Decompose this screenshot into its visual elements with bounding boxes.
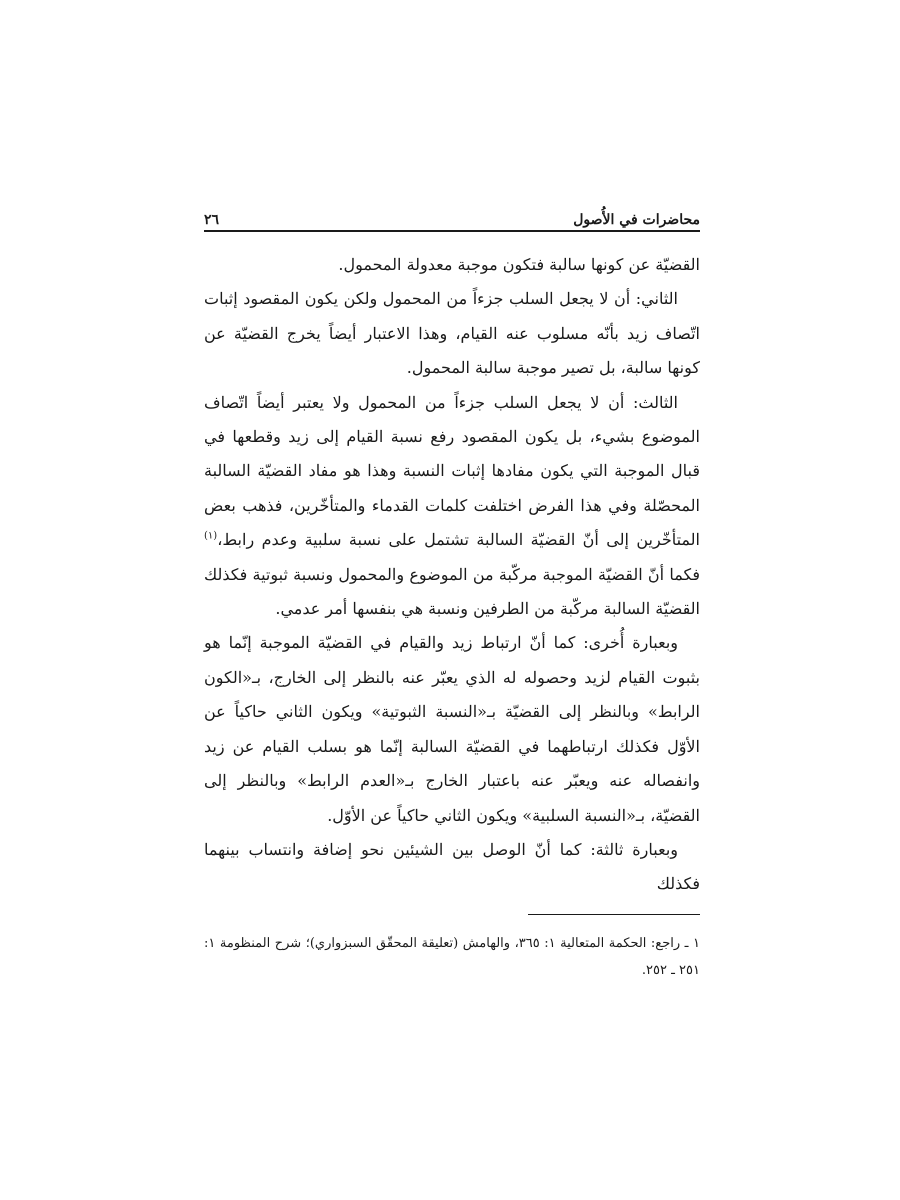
paragraph-1: القضيّة عن كونها سالبة فتكون موجبة معدولة المحمول.	[338, 255, 700, 274]
body-text	[204, 248, 700, 902]
footnote-1: ١ ـ راجع: الحكمة المتعالية ١: ٣٦٥، والهامش (تعليقة المحقّق السبزواري)؛ شرح المنظومة ١: ٢٥١ ـ ٢٥٢.	[204, 936, 700, 978]
header-rule	[204, 230, 700, 232]
paragraph-3	[204, 386, 700, 627]
paragraph-5: وبعبارة ثالثة: كما أنّ الوصل بين الشيئين نحو إضافة وانتساب بينهما فكذلك	[204, 839, 700, 894]
footnote-rule	[528, 914, 700, 915]
paragraph-3-part-2: فكما أنّ القضيّة الموجبة مركّبة من الموضوع والمحمول ونسبة ثبوتية فكذلك القضيّة السالبة مركّبة من الطرفين ونسبة هي بنفسها أمر عدمي.	[204, 564, 700, 619]
footnotes	[204, 930, 700, 984]
paragraph-2: الثاني: أن لا يجعل السلب جزءاً من المحمول ولكن يكون المقصود إثبات اتّصاف زيد بأنّه مسلوب عنه القيام، وهذا الاعتبار أيضاً يخرج القضيّة عن كونها سالبة، بل تصير موجبة سالبة المحمول.	[204, 289, 700, 378]
footnote-reference[interactable]: (١)	[204, 530, 218, 542]
page-number: ٢٦	[204, 212, 220, 228]
paragraph-4: وبعبارة أُخرى: كما أنّ ارتباط زيد والقيام في القضيّة الموجبة إنّما هو بثبوت القيام لزيد وحصوله له الذي يعبّر عنه بالنظر إلى الخارج، بـ«الكون الرابط» وبالنظر إلى القضيّة بـ«النسبة الثبوتية» ويكون الثاني حاكياً عن الأوّل فكذلك ارتباطهما في القضيّة السالبة إنّما هو بسلب القيام عن زيد وانفصاله عنه ويعبّر عنه باعتبار الخارج بـ«العدم الرابط» وبالنظر إلى القضيّة، بـ«النسبة السلبية» ويكون الثاني حاكياً عن الأوّل.	[204, 633, 700, 825]
paragraph-3-part-1: الثالث: أن لا يجعل السلب جزءاً من المحمول ولا يعتبر أيضاً اتّصاف الموضوع بشيء، بل يكون المقصود رفع نسبة القيام إلى زيد وقطعها في قبال الموجبة التي يكون مفادها إثبات النسبة وهذا هو مفاد القضيّة السالبة المحصّلة وفي هذا الفرض اختلفت كلمات القدماء والمتأخّرين، فذهب بعض المتأخّرين إلى أنّ القضيّة السالبة تشتمل على نسبة سلبية وعدم رابط،	[204, 392, 700, 550]
book-title: محاضرات في الأُصول	[573, 212, 700, 228]
running-head	[204, 204, 700, 228]
